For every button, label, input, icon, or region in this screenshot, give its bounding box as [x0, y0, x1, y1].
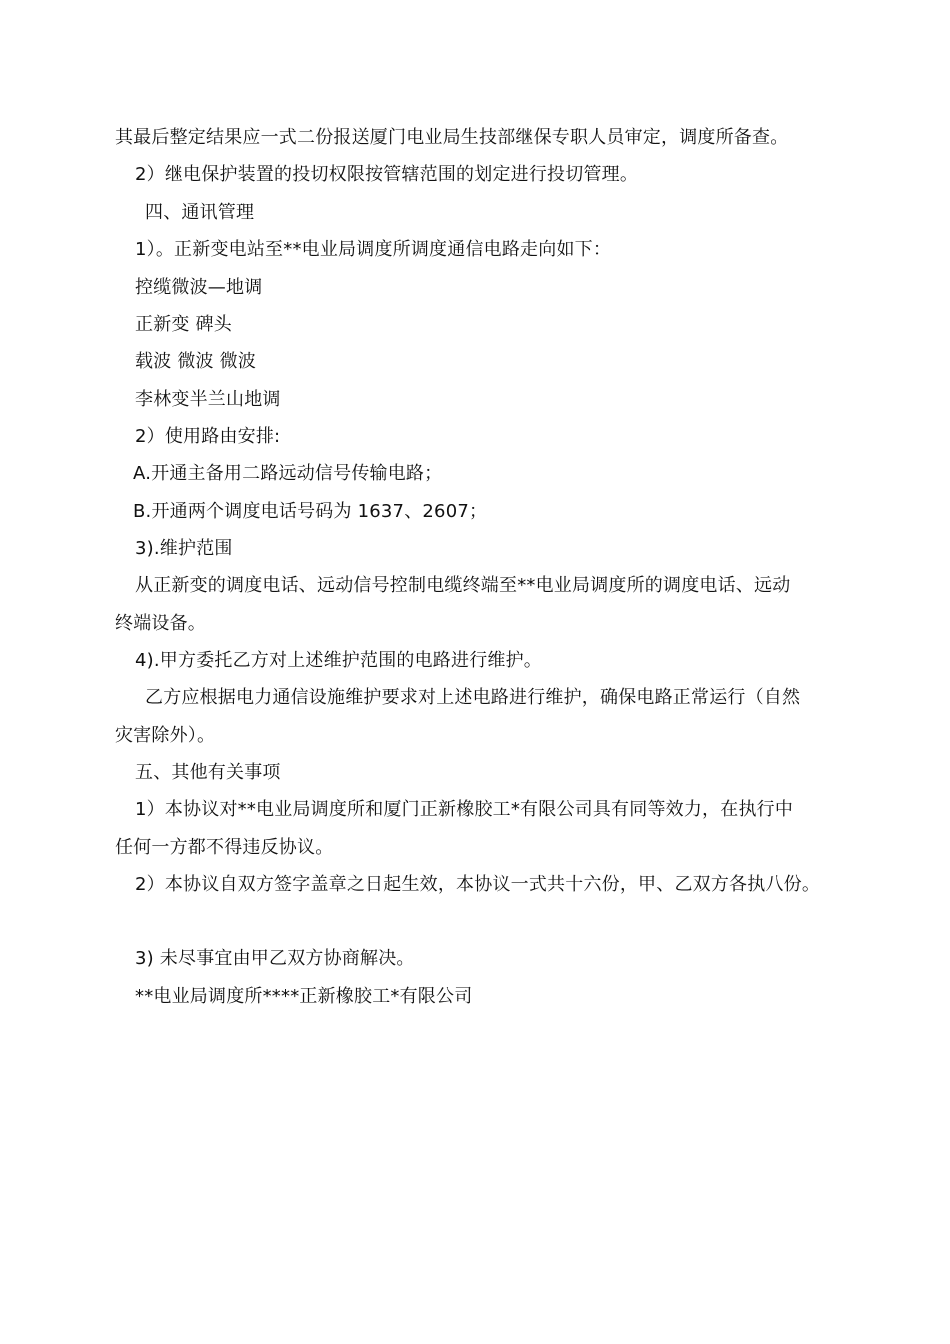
text-line: 任何一方都不得违反协议。: [115, 837, 334, 858]
signature-line: **电业局调度所****正新橡胶工*有限公司: [135, 986, 473, 1007]
text-line: 正新变 碑头: [135, 314, 232, 335]
text-line: 从正新变的调度电话、远动信号控制电缆终端至**电业局调度所的调度电话、远动: [135, 575, 791, 596]
text-line: 3) 未尽事宜由甲乙双方协商解决。: [135, 948, 415, 969]
text-line: A.开通主备用二路远动信号传输电路；: [133, 463, 443, 484]
text-line: 1）。正新变电站至**电业局调度所调度通信电路走向如下：: [135, 239, 612, 260]
section-heading: 五、其他有关事项: [135, 762, 281, 783]
text-line: B.开通两个调度电话号码为 1637、2607；: [133, 501, 488, 522]
text-line: 其最后整定结果应一式二份报送厦门电业局生技部继保专职人员审定，调度所备查。: [115, 127, 789, 148]
text-line: 2）继电保护装置的投切权限按管辖范围的划定进行投切管理。: [135, 164, 639, 185]
text-line: 2）使用路由安排:: [135, 426, 281, 447]
text-line: 控缆微波—地调: [135, 277, 263, 298]
text-line: 终端设备。: [115, 613, 206, 634]
section-heading: 四、通讯管理: [145, 202, 255, 223]
text-line: 1）本协议对**电业局调度所和厦门正新橡胶工*有限公司具有同等效力，在执行中: [135, 799, 794, 820]
text-line: 乙方应根据电力通信设施维护要求对上述电路进行维护，确保电路正常运行（自然: [145, 687, 801, 708]
text-line: 2）本协议自双方签字盖章之日起生效，本协议一式共十六份，甲、乙双方各执八份。: [135, 874, 821, 895]
text-line: 灾害除外）。: [115, 725, 216, 746]
text-line: 3).维护范围: [135, 538, 233, 559]
text-line: 4).甲方委托乙方对上述维护范围的电路进行维护。: [135, 650, 542, 671]
text-line: 载波 微波 微波: [135, 351, 257, 372]
text-line: 李林变半兰山地调: [135, 389, 281, 410]
